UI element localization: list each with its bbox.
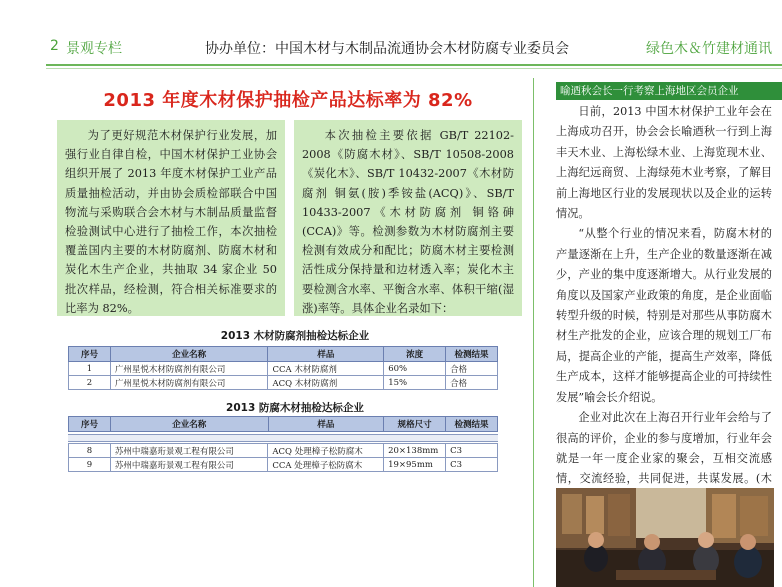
table-cell: 广州星悦木材防腐剂有限公司 xyxy=(110,376,268,390)
table-cell: CCA 处理樟子松防腐木 xyxy=(268,458,384,472)
table-cell: C3 xyxy=(446,458,498,472)
article-right-column xyxy=(294,120,522,316)
cohost-line: 协办单位：中国木材与木制品流通协会木材防腐专业委员会 xyxy=(205,41,569,57)
treated-wood-table xyxy=(68,443,498,472)
sidebar-title: 喻迺秋会长一行考察上海地区会员企业 xyxy=(556,82,782,100)
header-divider xyxy=(46,64,782,66)
meeting-photo-image xyxy=(556,488,774,587)
section-name: 景观专栏 xyxy=(66,41,122,57)
table-cell: 8 xyxy=(69,444,111,458)
table-header-cell: 检测结果 xyxy=(446,417,498,432)
table-header-cell: 检测结果 xyxy=(446,347,498,362)
article-left-column xyxy=(57,120,285,316)
table-gap-band xyxy=(68,434,498,442)
page-number: 2 xyxy=(50,38,59,54)
table-header-cell: 样品 xyxy=(268,417,384,432)
table-cell: 合格 xyxy=(446,376,498,390)
table-cell: 苏州中瑞嘉珩景观工程有限公司 xyxy=(110,458,268,472)
meeting-photo xyxy=(556,488,774,587)
table-row xyxy=(69,444,498,458)
page-header xyxy=(0,0,782,64)
table-header-cell: 企业名称 xyxy=(110,417,268,432)
table-row xyxy=(69,362,498,376)
article-left-text: 为了更好规范木材保护行业发展，加强行业自律自检，中国木材保护工业协会组织开展了 2013 年度木材保护工业产品质量抽检活动，并由协会质检部联合中国物流与采购联合会木材与木制品质量监督检验测试中心进行了抽检工作，本次抽检覆盖国内主要的木材防腐剂、防腐木材和炭化木生产企业，共抽取 34 家企业 50 批次样品，经检测，符合相关标准要求的比率为 82%。 xyxy=(65,129,277,315)
sidebar-body xyxy=(556,102,772,510)
table-cell: ACQ 木材防腐剂 xyxy=(268,376,384,390)
table-cell: 9 xyxy=(69,458,111,472)
table-header-cell: 浓度 xyxy=(384,347,446,362)
table-row xyxy=(69,458,498,472)
table-cell: 60% xyxy=(384,362,446,376)
table-cell: CCA 木材防腐剂 xyxy=(268,362,384,376)
table-cell: 2 xyxy=(69,376,111,390)
table-header-row xyxy=(69,417,498,432)
sidebar-paragraph: 日前，2013 中国木材保护工业年会在上海成功召开，协会会长喻迺秋一行到上海丰天木业、上海松绿木业、上海览现木业、上海纪远商贸、上海绿苑木业考察，了解目前上海地区行业的发展现状以及企业的运转情况。 xyxy=(556,105,772,221)
table-cell: 1 xyxy=(69,362,111,376)
table-header-cell: 规格尺寸 xyxy=(384,417,446,432)
table2-title: 2013 防腐木材抽检达标企业 xyxy=(226,402,364,414)
preservative-table xyxy=(68,346,498,390)
table-header-cell: 序号 xyxy=(69,347,111,362)
article-headline: 2013 年度木材保护抽检产品达标率为 82% xyxy=(103,90,473,111)
table1-title: 2013 木材防腐剂抽检达标企业 xyxy=(220,330,370,342)
table-header-cell: 样品 xyxy=(268,347,384,362)
table-cell: C3 xyxy=(446,444,498,458)
table-cell: 20×138mm xyxy=(384,444,446,458)
table-header-cell: 序号 xyxy=(69,417,111,432)
table-header-row xyxy=(69,347,498,362)
table-cell: 广州星悦木材防腐剂有限公司 xyxy=(110,362,268,376)
table-cell: 苏州中瑞嘉珩景观工程有限公司 xyxy=(110,444,268,458)
sidebar-paragraph: “从整个行业的情况来看，防腐木材的产量逐渐在上升，生产企业的数量逐渐在减少，产业的集中度逐渐增大。从行业发展的角度以及国家产业政策的角度，是企业面临转型升级的时候，特别是对那些从事防腐木材生产批发的企业，应该合理的规划工厂布局，提高企业的产能，提高生产效率，降低生产成本，这样才能够提高企业的可持续性发展”喻会长介绍说。 xyxy=(556,227,772,404)
table-row xyxy=(69,376,498,390)
sidebar-paragraph: 企业对此次在上海召开行业年会给与了很高的评价，企业的参与度增加，行业年会就是一年一度企业家的聚会，互相交流感情，交流经验，共同促进，共谋发展。(木 xyxy=(556,411,772,486)
treated-wood-table-header xyxy=(68,416,498,432)
table-cell: 合格 xyxy=(446,362,498,376)
table-header-cell: 企业名称 xyxy=(110,347,268,362)
table-cell: ACQ 处理樟子松防腐木 xyxy=(268,444,384,458)
article-right-text: 本次抽检主要依据 GB/T 22102-2008《防腐木材》、SB/T 10508-2008《炭化木》、SB/T 10432-2007《木材防腐剂 铜氨(胺)季铵盐(ACQ)》、SB/T 10433-2007《木材防腐剂 铜铬砷(CCA)》等。检测参数为木材防腐剂主要检测有效成分和配比；防腐木材主要检测活性成分保持量和边材透入率；炭化木主要检测含水率、平衡含水率、体积干缩(湿涨)率等。具体企业名录如下： xyxy=(302,129,514,315)
table-cell: 19×95mm xyxy=(384,458,446,472)
header-divider-thin xyxy=(46,68,782,69)
table-cell: 15% xyxy=(384,376,446,390)
magazine-name: 绿色木＆竹建材通讯 xyxy=(646,41,772,57)
